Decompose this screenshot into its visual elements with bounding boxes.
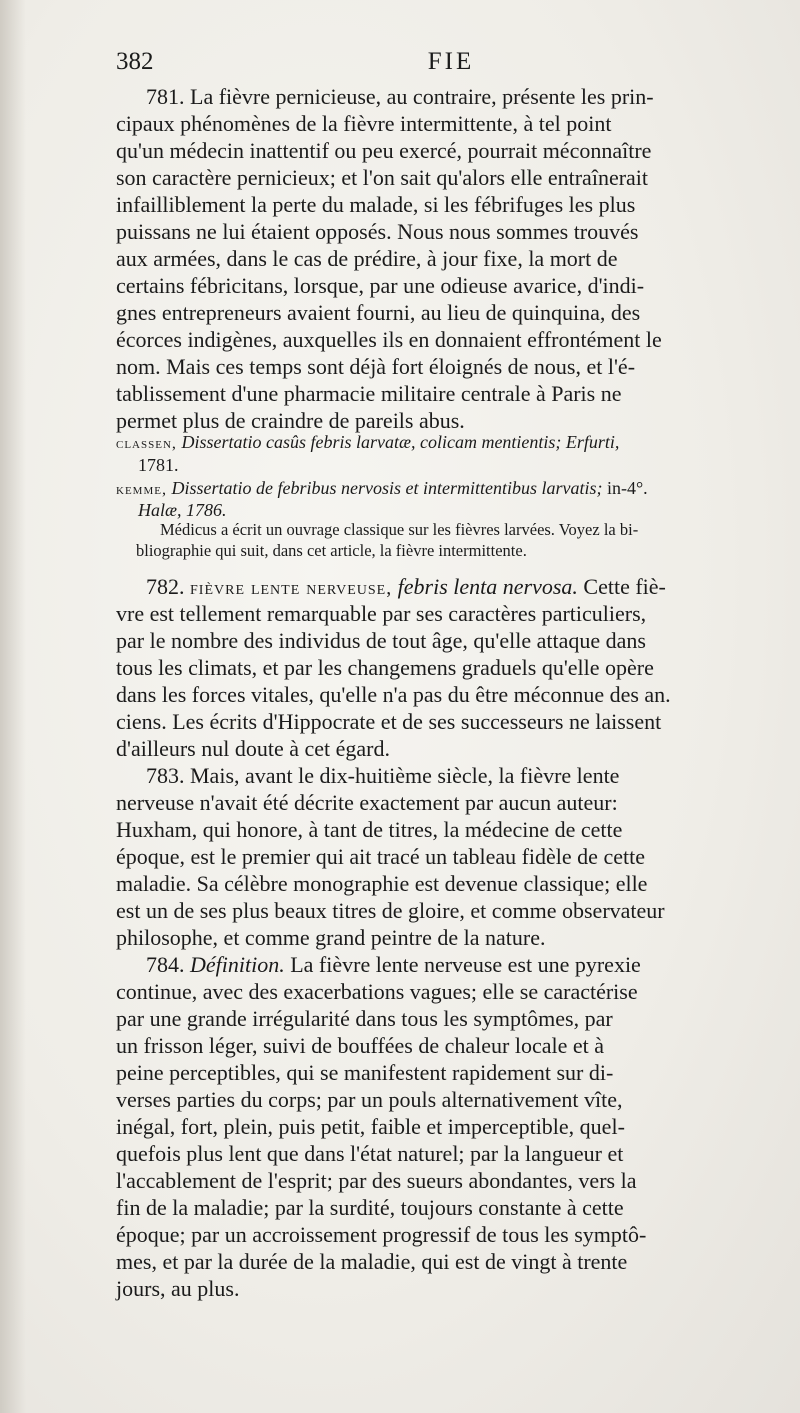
paragraph-line: peine perceptibles, qui se manifestent rapidement sur di- bbox=[116, 1060, 614, 1085]
paragraph-line: d'ailleurs nul doute à cet égard. bbox=[116, 736, 390, 761]
reference-title: Dissertatio de febribus nervosis et intermittentibus larvatis; bbox=[171, 478, 603, 498]
paragraph-line: fin de la maladie; par la surdité, toujours constante à cette bbox=[116, 1195, 624, 1220]
latin-name: febris lenta nervosa. bbox=[397, 574, 578, 599]
paragraph-text: Cette fiè- bbox=[583, 574, 666, 599]
paragraph-line: époque, est le premier qui ait tracé un tableau fidèle de cette bbox=[116, 844, 645, 869]
paragraph-line: verses parties du corps; par un pouls alternativement vîte, bbox=[116, 1087, 623, 1112]
paragraph-line: l'accablement de l'esprit; par des sueurs abondantes, vers la bbox=[116, 1168, 637, 1193]
section-heading: fièvre lente nerveuse, bbox=[190, 577, 393, 599]
paragraph-line: ciens. Les écrits d'Hippocrate et de ses successeurs ne laissent bbox=[116, 709, 662, 734]
paragraph-text: La fièvre lente nerveuse est une pyrexie bbox=[290, 952, 641, 977]
paragraph-line: 783. Mais, avant le dix-huitième siècle, la fièvre lente bbox=[146, 763, 620, 788]
running-head: FIE bbox=[427, 48, 475, 75]
paragraph-line: son caractère pernicieux; et l'on sait qu'alors elle entraînerait bbox=[116, 165, 649, 190]
paragraph-line: nerveuse n'avait été décrite exactement par aucun auteur: bbox=[116, 790, 618, 815]
paragraph-line: Huxham, qui honore, à tant de titres, la médecine de cette bbox=[116, 817, 623, 842]
paragraph-line: inégal, fort, plein, puis petit, faible et imperceptible, quel- bbox=[116, 1114, 625, 1139]
page-header bbox=[116, 48, 786, 84]
reference-title: Dissertatio casûs febris larvatæ, colicam mentientis; Erfurti, bbox=[181, 432, 620, 452]
paragraph-line: cipaux phénomènes de la fièvre intermittente, à tel point bbox=[116, 111, 612, 136]
bibliography-note: Médicus a écrit un ouvrage classique sur les fièvres larvées. Voyez la bi- bbox=[160, 520, 639, 539]
reference-format: in-4°. bbox=[606, 478, 648, 498]
paragraph-line: un frisson léger, suivi de bouffées de chaleur locale et à bbox=[116, 1033, 605, 1058]
reference-classen bbox=[116, 432, 619, 453]
paragraph-line: mes, et par la durée de la maladie, qui est de vingt à trente bbox=[116, 1249, 628, 1274]
paragraph-line: par une grande irrégularité dans tous les symptômes, par bbox=[116, 1006, 613, 1031]
paragraph-line: nom. Mais ces temps sont déjà fort éloignés de nous, et l'é- bbox=[116, 354, 636, 379]
section-label: Définition. bbox=[190, 952, 285, 977]
reference-year: 1781. bbox=[138, 455, 179, 475]
paragraph-line: infailliblement la perte du malade, si les fébrifuges les plus bbox=[116, 192, 636, 217]
paragraph-line: est un de ses plus beaux titres de gloire, et comme observateur bbox=[116, 898, 665, 923]
reference-kemme bbox=[116, 478, 648, 499]
paragraph-line: philosophe, et comme grand peintre de la nature. bbox=[116, 925, 546, 950]
paragraph-line: quefois plus lent que dans l'état naturel; par la langueur et bbox=[116, 1141, 624, 1166]
gutter-shadow bbox=[0, 0, 26, 1413]
paragraph-line: qu'un médecin inattentif ou peu exercé, pourrait méconnaître bbox=[116, 138, 652, 163]
paragraph-line: continue, avec des exacerbations vagues; elle se caractérise bbox=[116, 979, 638, 1004]
reference-author: kemme, bbox=[116, 480, 167, 498]
reference-place-year: Halæ, 1786. bbox=[138, 500, 227, 520]
paragraph-line: dans les forces vitales, qu'elle n'a pas du être méconnue des an. bbox=[116, 682, 671, 707]
paragraph-line: tablissement d'une pharmacie militaire centrale à Paris ne bbox=[116, 381, 622, 406]
section-number: 782. bbox=[146, 574, 185, 599]
paragraph-line: gnes entrepreneurs avaient fourni, au lieu de quinquina, des bbox=[116, 300, 641, 325]
paragraph-line: écorces indigènes, auxquelles ils en donnaient effrontément le bbox=[116, 327, 662, 352]
paragraph-line: époque; par un accroissement progressif de tous les symptô- bbox=[116, 1222, 647, 1247]
paragraph-line: maladie. Sa célèbre monographie est devenue classique; elle bbox=[116, 871, 648, 896]
reference-author: classen, bbox=[116, 434, 177, 452]
paragraph-line: permet plus de craindre de pareils abus. bbox=[116, 408, 465, 433]
bibliography-note: bliographie qui suit, dans cet article, la fièvre intermittente. bbox=[136, 541, 527, 560]
page-number: 382 bbox=[116, 48, 154, 75]
paragraph-line: aux armées, dans le cas de prédire, à jour fixe, la mort de bbox=[116, 246, 618, 271]
paragraph-line bbox=[146, 952, 641, 978]
paragraph-line: par le nombre des individus de tout âge, qu'elle attaque dans bbox=[116, 628, 646, 653]
paragraph-line: tous les climats, et par les changemens graduels qu'elle opère bbox=[116, 655, 654, 680]
paragraph-line: jours, au plus. bbox=[116, 1276, 240, 1301]
paragraph-line: vre est tellement remarquable par ses caractères particuliers, bbox=[116, 601, 647, 626]
paragraph-line: certains fébricitans, lorsque, par une odieuse avarice, d'indi- bbox=[116, 273, 645, 298]
paragraph-line: 781. La fièvre pernicieuse, au contraire, présente les prin- bbox=[146, 84, 654, 109]
paragraph-line: puissans ne lui étaient opposés. Nous nous sommes trouvés bbox=[116, 219, 639, 244]
paragraph-line bbox=[146, 574, 666, 600]
section-number: 784. bbox=[146, 952, 185, 977]
